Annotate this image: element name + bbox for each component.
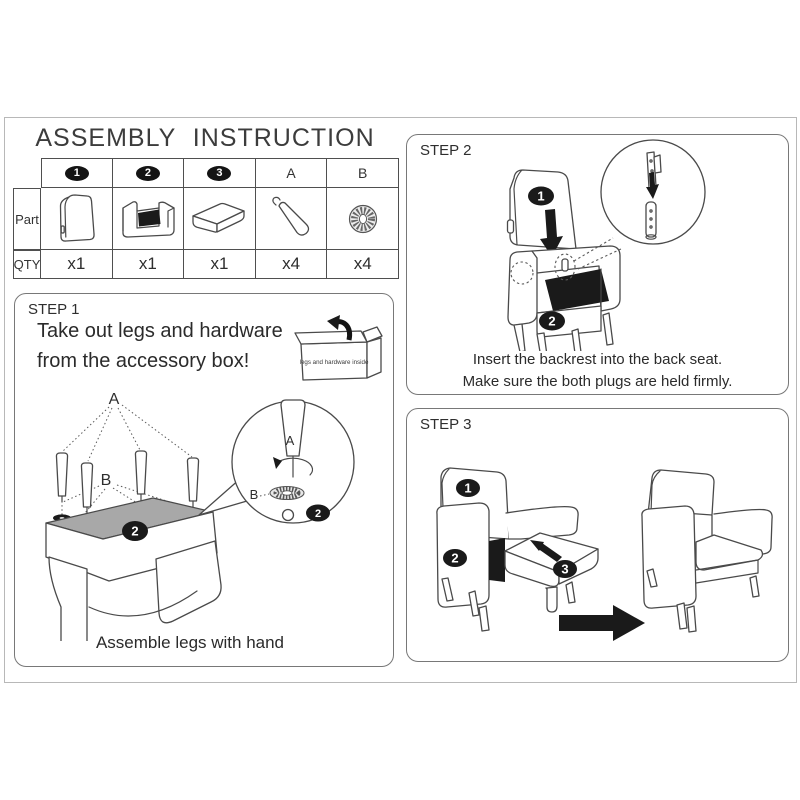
accessory-box-icon bbox=[289, 312, 385, 386]
table-header-partA bbox=[256, 158, 328, 188]
leg-part-icon bbox=[259, 191, 323, 247]
part-a-letter: A bbox=[286, 165, 296, 181]
part-row-label: Part bbox=[13, 188, 41, 250]
table-corner-cell bbox=[13, 158, 41, 188]
backrest-piece bbox=[508, 170, 577, 249]
step2-panel bbox=[406, 134, 789, 395]
assembled-chair bbox=[642, 470, 772, 632]
step1-label-b: B bbox=[100, 472, 112, 489]
step1-diagram bbox=[15, 386, 393, 641]
step1-instruction bbox=[37, 316, 283, 376]
table-header-partB bbox=[327, 158, 399, 188]
part-3-number-badge: 3 bbox=[207, 166, 231, 181]
washer-part-icon bbox=[331, 191, 395, 247]
step1-panel bbox=[14, 293, 394, 667]
step1-zoom-detail bbox=[199, 400, 354, 523]
step1-instruction-line2: from the accessory box! bbox=[37, 350, 250, 372]
seat-cushion-part-icon bbox=[187, 191, 251, 247]
step2-label: STEP 2 bbox=[420, 142, 472, 159]
table-header-part3 bbox=[184, 158, 256, 188]
label-a-leaders bbox=[62, 405, 192, 461]
step2-caption-line1: Insert the backrest into the back seat. bbox=[472, 351, 723, 368]
step1-zoom-label-b: B bbox=[249, 487, 259, 502]
part-b-qty: x4 bbox=[327, 250, 399, 279]
table-header-part1 bbox=[41, 158, 113, 188]
step3-backrest-badge-number: 1 bbox=[464, 480, 472, 496]
step3-diagram bbox=[407, 409, 788, 661]
seat-base-piece bbox=[508, 246, 620, 351]
step1-label-a: A bbox=[108, 391, 120, 408]
step2-diagram bbox=[407, 135, 788, 351]
part-2-qty: x1 bbox=[113, 250, 185, 279]
step1-instruction-line1: Take out legs and hardware bbox=[37, 320, 283, 342]
part-2-number-badge: 2 bbox=[136, 166, 160, 181]
part-1-cell bbox=[41, 188, 113, 250]
part-b-letter: B bbox=[358, 165, 368, 181]
step3-seat-badge-number: 2 bbox=[451, 550, 459, 566]
part-b-cell bbox=[327, 188, 399, 250]
step2-zoom-detail bbox=[601, 140, 705, 244]
backrest-part-icon bbox=[44, 191, 108, 247]
seat-base-part-icon bbox=[116, 191, 180, 247]
part-2-cell bbox=[113, 188, 185, 250]
step1-zoom-badge-number: 2 bbox=[314, 508, 322, 520]
next-step-arrow bbox=[559, 605, 645, 641]
accessory-box-label: legs and hardware inside bbox=[299, 359, 369, 366]
step1-label: STEP 1 bbox=[28, 301, 80, 318]
step2-seat-badge-number: 2 bbox=[548, 313, 556, 329]
step3-label: STEP 3 bbox=[420, 416, 472, 433]
part-a-qty: x4 bbox=[256, 250, 328, 279]
table-header-part2 bbox=[113, 158, 185, 188]
part-a-cell bbox=[256, 188, 328, 250]
step1-seat-badge-number: 2 bbox=[131, 523, 139, 539]
step2-caption bbox=[407, 349, 788, 393]
step2-backrest-badge-number: 1 bbox=[537, 188, 545, 204]
qty-row-label: QTY bbox=[13, 250, 41, 279]
page-title: ASSEMBLY INSTRUCTION bbox=[35, 124, 375, 152]
part-3-cell bbox=[184, 188, 256, 250]
part-1-number-badge: 1 bbox=[65, 166, 89, 181]
step3-panel bbox=[406, 408, 789, 662]
step2-caption-line2: Make sure the both plugs are held firmly. bbox=[462, 373, 733, 390]
part-1-qty: x1 bbox=[41, 250, 113, 279]
seat-base-upside-down bbox=[46, 498, 221, 641]
step1-zoom-label-a: A bbox=[285, 433, 295, 448]
step1-caption: Assemble legs with hand bbox=[95, 633, 285, 652]
step3-cushion-badge-number: 3 bbox=[561, 561, 569, 577]
parts-table bbox=[13, 158, 399, 279]
part-3-qty: x1 bbox=[184, 250, 256, 279]
